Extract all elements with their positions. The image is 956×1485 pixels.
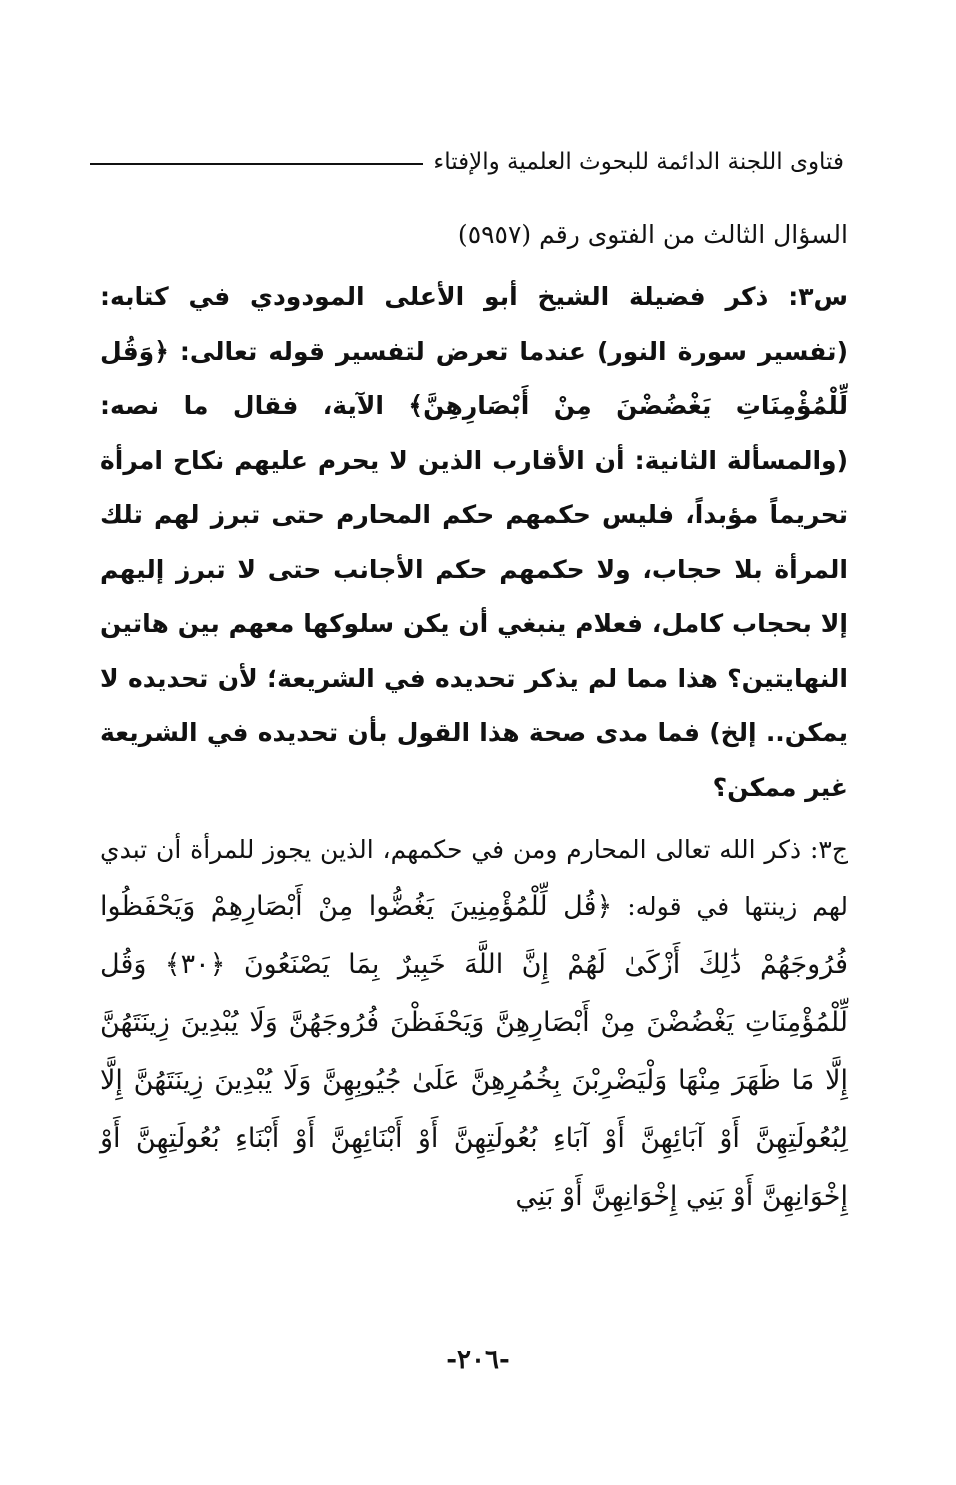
page-number: -٢٠٦- <box>446 1345 510 1375</box>
question-reference: السؤال الثالث من الفتوى رقم (٥٩٥٧) <box>457 220 848 249</box>
question-paragraph: س٣: ذكر فضيلة الشيخ أبو الأعلى المودودي في كتابه: (تفسير سورة النور) عندما تعرض لتفسير قوله تعالى: ﴿وَقُل لِّلْمُؤْمِنَاتِ يَغْضُضْنَ مِنْ أَبْصَارِهِنَّ﴾ الآية، فقال ما نصه: (والمسألة الثانية: أن الأقارب الذين لا يحرم عليهم نكاح امرأة تحريماً مؤبداً، فليس حكمهم حكم المحارم حتى تبرز لهم تلك المرأة بلا حجاب، ولا حكمهم حكم الأجانب حتى لا تبرز إليهم إلا بحجاب كامل، فعلام ينبغي أن يكن سلوكها معهم بين هاتين النهايتين؟ هذا مما لم يذكر تحديده في الشريعة؛ لأن تحديده لا يمكن.. إلخ) فما مدى صحة هذا القول بأن تحديده في الشريعة غير ممكن؟ <box>100 282 848 802</box>
header-title: فتاوى اللجنة الدائمة للبحوث العلمية والإفتاء <box>433 149 844 175</box>
header-rule <box>90 163 423 165</box>
page-body <box>100 208 848 1226</box>
quran-verse: ﴿قُل لِّلْمُؤْمِنِينَ يَغُضُّوا مِنْ أَبْصَارِهِمْ وَيَحْفَظُوا فُرُوجَهُمْ ذَٰلِكَ أَزْكَىٰ لَهُمْ إِنَّ اللَّهَ خَبِيرٌ بِمَا يَصْنَعُونَ ﴿٣٠﴾ وَقُل لِّلْمُؤْمِنَاتِ يَغْضُضْنَ مِنْ أَبْصَارِهِنَّ وَيَحْفَظْنَ فُرُوجَهُنَّ وَلَا يُبْدِينَ زِينَتَهُنَّ إِلَّا مَا ظَهَرَ مِنْهَا وَلْيَضْرِبْنَ بِخُمُرِهِنَّ عَلَىٰ جُيُوبِهِنَّ وَلَا يُبْدِينَ زِينَتَهُنَّ إِلَّا لِبُعُولَتِهِنَّ أَوْ آبَائِهِنَّ أَوْ آبَاءِ بُعُولَتِهِنَّ أَوْ أَبْنَائِهِنَّ أَوْ أَبْنَاءِ بُعُولَتِهِنَّ أَوْ إِخْوَانِهِنَّ أَوْ بَنِي إِخْوَانِهِنَّ أَوْ بَنِي <box>100 890 849 1212</box>
running-header <box>90 142 844 182</box>
answer-intro: ج٣: ذكر الله تعالى المحارم ومن في حكمهم، الذين يجوز للمرأة أن تبدي لهم زينتها في قوله: <box>100 835 849 921</box>
answer-paragraph <box>100 823 848 1226</box>
